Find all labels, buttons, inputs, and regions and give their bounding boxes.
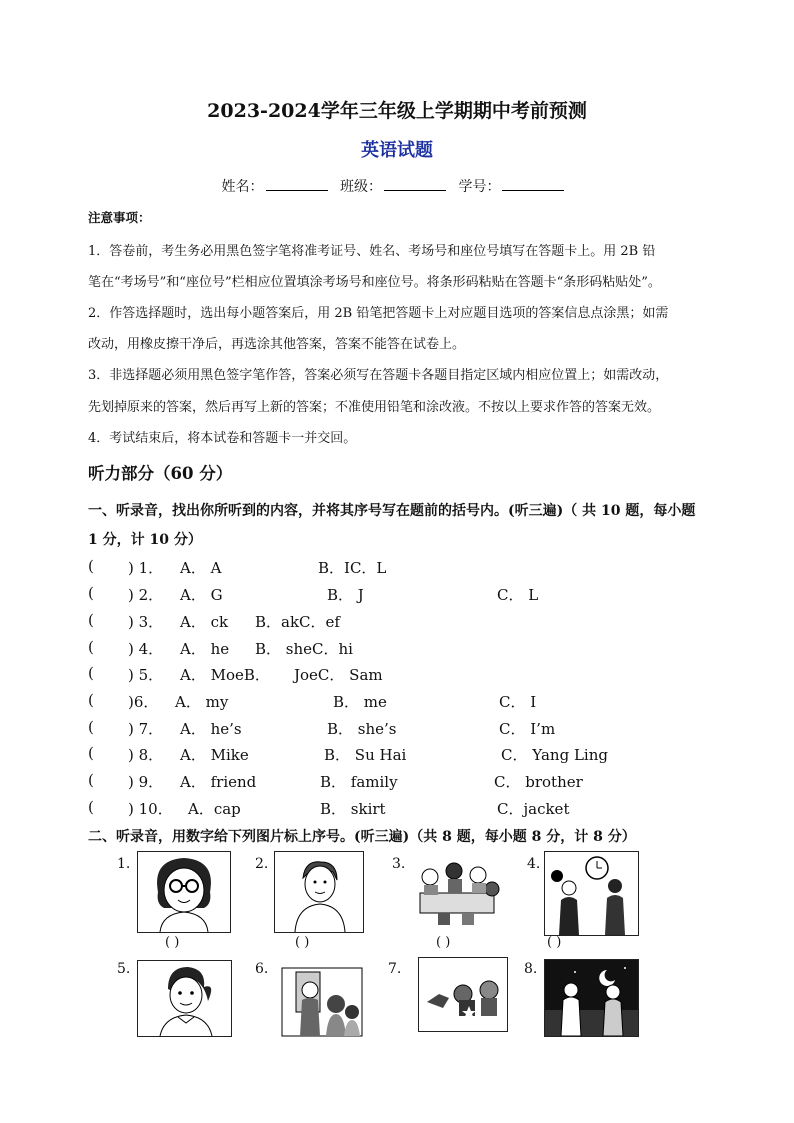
notice-line: 4．考试结束后，将本试卷和答题卡一并交回。 (88, 431, 357, 446)
picture-number: 7. (388, 961, 402, 977)
id-blank (502, 177, 564, 191)
exam-title: 2023-2024学年三年级上学期期中考前预测 (207, 100, 587, 122)
girl-with-glasses-picture (137, 851, 231, 933)
notice-line: 1．答卷前，考生务必用黑色签字笔将准考证号、姓名、考场号和座位号填写在答题卡上。用 2B 铅 (88, 244, 656, 259)
night-greeting-picture (544, 959, 639, 1037)
notice-line: 改动，用橡皮擦干净后，再选涂其他答案，答案不能答在试卷上。 (88, 337, 466, 352)
answer-parens: ( ) (295, 935, 310, 950)
exam-subtitle: 英语试题 (361, 140, 433, 161)
toys-picture (418, 957, 508, 1032)
boy-picture (274, 851, 364, 933)
class-blank (384, 177, 446, 191)
answer-parens: ( ) (436, 935, 451, 950)
picture-number: 6. (255, 961, 269, 977)
notice-heading: 注意事项： (88, 210, 151, 225)
answer-parens: ( ) (547, 935, 562, 950)
picture-number: 1. (117, 856, 131, 872)
picture-number: 2. (255, 856, 269, 872)
part2-heading: 二、听录音，用数字给下列图片标上序号。(听三遍)（共 8 题，每小题 8 分，计 8 分） (88, 829, 636, 845)
notice-line: 2．作答选择题时，选出每小题答案后，用 2B 铅笔把答题卡上对应题目选项的答案信息点涂黑；如需 (88, 306, 669, 321)
student-info-row (0, 176, 794, 196)
notice-line: 3．非选择题必须用黑色签字笔作答，答案必须写在答题卡各题目指定区域内相应位置上；如需改动， (88, 368, 669, 383)
part1-heading-cont: 1 分，计 10 分） (88, 532, 202, 548)
class-label: 班级： (340, 179, 382, 195)
notice-line: 笔在“考场号”和“座位号”栏相应位置填涂考场号和座位号。将条形码粘贴在答题卡“条形码粘贴处”。 (88, 275, 661, 290)
part1-heading: 一、听录音，找出你所听到的内容，并将其序号写在题前的括号内。(听三遍)（ 共 10 题，每小题 (88, 503, 696, 519)
picture-number: 4. (527, 856, 541, 872)
id-label: 学号： (458, 179, 501, 195)
family-at-table-picture (410, 851, 504, 931)
picture-number: 8. (524, 961, 538, 977)
morning-greeting-picture (544, 851, 639, 936)
name-label: 姓名： (221, 179, 264, 195)
listening-section-title: 听力部分（60 分） (88, 464, 233, 483)
mother-and-children-picture (276, 966, 368, 1038)
notice-line: 先划掉原来的答案，然后再写上新的答案；不准使用铅笔和涂改液。不按以上要求作答的答案无效。 (88, 400, 661, 415)
picture-number: 5. (117, 961, 131, 977)
name-blank (266, 177, 328, 191)
girl-ponytail-picture (137, 960, 232, 1037)
picture-number: 3. (392, 856, 406, 872)
answer-parens: ( ) (165, 935, 180, 950)
